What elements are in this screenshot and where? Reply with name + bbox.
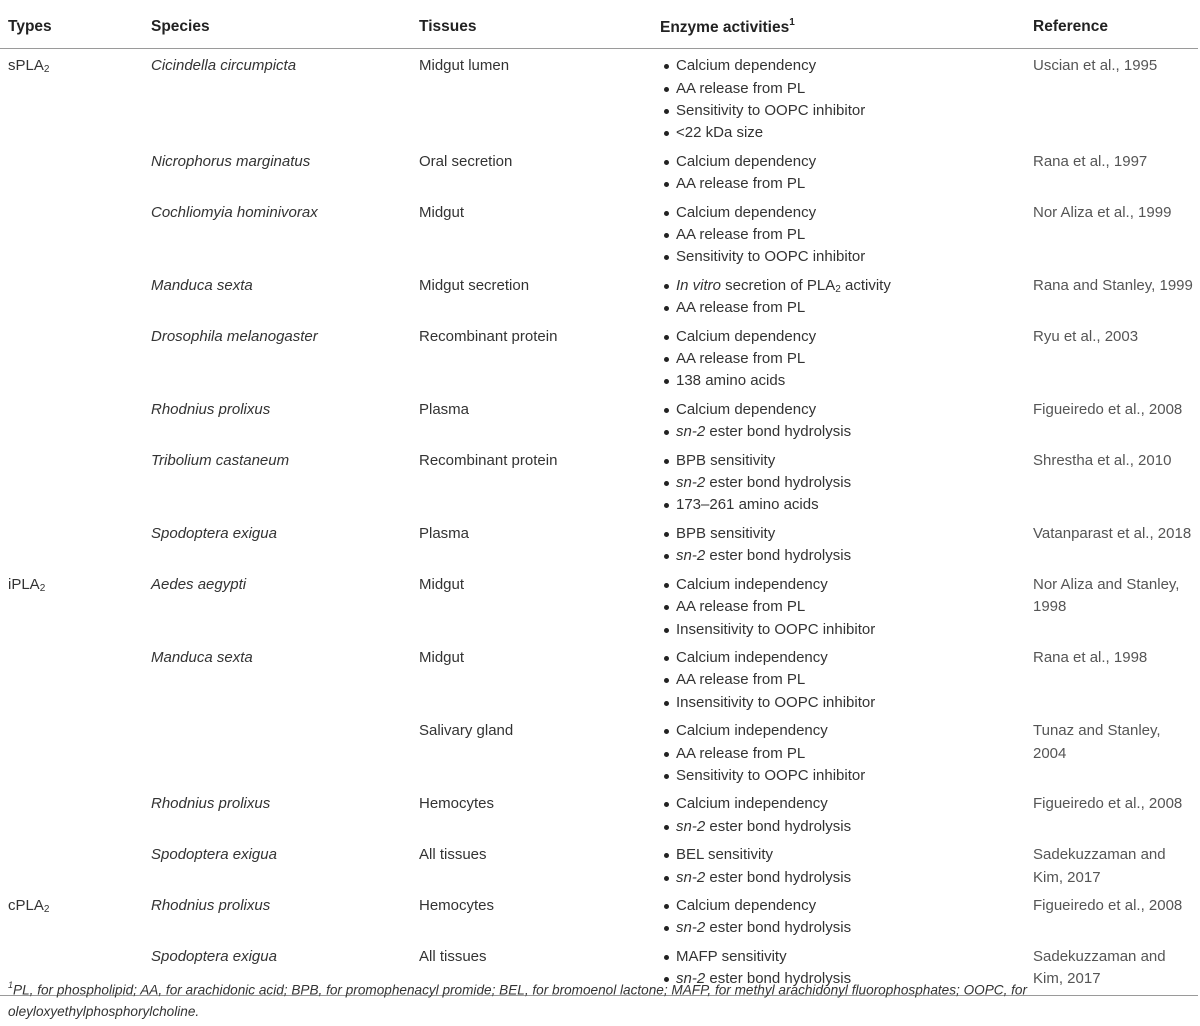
cell-tissue: Midgut secretion	[419, 276, 530, 294]
header-enzyme-activities	[652, 6, 1025, 49]
cell-species: Manduca sexta	[151, 276, 253, 294]
activity-item: Sensitivity to OOPC inhibitor	[664, 246, 1025, 268]
activity-item: sn-2 ester bond hydrolysis	[664, 867, 1025, 889]
cell-species: Manduca sexta	[151, 648, 253, 666]
cell-activities	[652, 568, 1025, 641]
cell-tissue: Midgut	[419, 648, 465, 666]
activity-item: 138 amino acids	[664, 370, 1025, 392]
cell-species: Rhodnius prolixus	[151, 896, 271, 914]
cell-type	[0, 269, 143, 320]
activity-list	[660, 793, 1025, 838]
table-row	[0, 641, 1198, 714]
cell-tissue: Midgut	[419, 203, 465, 221]
activity-item: BEL sensitivity	[664, 844, 1025, 866]
activity-item: BPB sensitivity	[664, 450, 1025, 472]
cell-species: Nicrophorus marginatus	[151, 152, 311, 170]
table-header	[0, 6, 1198, 49]
header-types: Types	[0, 6, 143, 49]
activity-list	[660, 574, 1025, 641]
cell-type	[0, 838, 143, 889]
activity-list	[660, 326, 1025, 393]
table-row	[0, 145, 1198, 196]
activity-list	[660, 151, 1025, 196]
activity-item: AA release from PL	[664, 297, 1025, 319]
cell-activities	[652, 517, 1025, 568]
activity-item: AA release from PL	[664, 743, 1025, 765]
table-footnote	[8, 976, 1194, 1022]
activity-item: MAFP sensitivity	[664, 946, 1025, 968]
activity-item: AA release from PL	[664, 348, 1025, 370]
activity-item: Calcium independency	[664, 720, 1025, 742]
type-subscript: 2	[43, 903, 50, 915]
cell-tissue: Recombinant protein	[419, 451, 558, 469]
cell-species: Rhodnius prolixus	[151, 400, 271, 418]
cell-type	[0, 568, 143, 641]
type-label: sPLA	[8, 57, 44, 75]
activity-item: AA release from PL	[664, 78, 1025, 100]
activity-list	[660, 55, 1025, 145]
cell-tissue: Hemocytes	[419, 896, 495, 914]
table-row	[0, 444, 1198, 517]
table-row	[0, 196, 1198, 269]
cell-tissue: Midgut	[419, 575, 465, 593]
activity-list	[660, 450, 1025, 517]
cell-activities	[652, 787, 1025, 838]
cell-activities	[652, 49, 1025, 145]
type-label: cPLA	[8, 896, 44, 914]
cell-type	[0, 889, 143, 940]
activity-item: Calcium dependency	[664, 399, 1025, 421]
activity-item: 173–261 amino acids	[664, 494, 1025, 516]
activity-list	[660, 399, 1025, 444]
activity-item: sn-2 ester bond hydrolysis	[664, 421, 1025, 443]
cell-reference: Rana and Stanley, 1999	[1033, 276, 1193, 294]
activity-list	[660, 523, 1025, 568]
header-species: Species	[143, 6, 411, 49]
activity-item: Sensitivity to OOPC inhibitor	[664, 765, 1025, 787]
activity-list	[660, 844, 1025, 889]
activity-item: AA release from PL	[664, 224, 1025, 246]
table-row	[0, 517, 1198, 568]
cell-type	[0, 320, 143, 393]
cell-type	[0, 444, 143, 517]
activity-list	[660, 895, 1025, 940]
cell-species	[143, 714, 411, 787]
cell-type	[0, 145, 143, 196]
activity-item: Calcium dependency	[664, 326, 1025, 348]
activity-item: Calcium dependency	[664, 202, 1025, 224]
cell-type	[0, 714, 143, 787]
cell-activities	[652, 641, 1025, 714]
activity-item: sn-2 ester bond hydrolysis	[664, 917, 1025, 939]
footnote-number: 1	[8, 980, 14, 990]
pla2-table	[0, 6, 1198, 996]
cell-activities	[652, 444, 1025, 517]
cell-reference: Figueiredo et al., 2008	[1033, 795, 1183, 813]
cell-activities	[652, 714, 1025, 787]
activity-item: sn-2 ester bond hydrolysis	[664, 816, 1025, 838]
footnote-marker: 1	[789, 17, 795, 28]
cell-activities	[652, 393, 1025, 444]
cell-reference: Sadekuzzaman and Kim, 2017	[1033, 846, 1166, 886]
table-row	[0, 269, 1198, 320]
header-reference: Reference	[1025, 6, 1198, 49]
header-activities-label: Enzyme activities	[660, 19, 790, 37]
activity-item: Insensitivity to OOPC inhibitor	[664, 692, 1025, 714]
cell-reference: Uscian et al., 1995	[1033, 57, 1158, 75]
cell-species: Spodoptera exigua	[151, 524, 277, 542]
activity-list	[660, 202, 1025, 269]
cell-species: Rhodnius prolixus	[151, 795, 271, 813]
cell-activities	[652, 889, 1025, 940]
cell-activities	[652, 196, 1025, 269]
cell-reference: Vatanparast et al., 2018	[1033, 524, 1192, 542]
cell-reference: Tunaz and Stanley, 2004	[1033, 722, 1161, 762]
activity-item: sn-2 ester bond hydrolysis	[664, 472, 1025, 494]
cell-tissue: Plasma	[419, 524, 470, 542]
activity-item: Sensitivity to OOPC inhibitor	[664, 100, 1025, 122]
cell-reference: Shrestha et al., 2010	[1033, 451, 1172, 469]
type-subscript: 2	[39, 582, 46, 594]
activity-item: Insensitivity to OOPC inhibitor	[664, 619, 1025, 641]
cell-species: Aedes aegypti	[151, 575, 247, 593]
cell-tissue: Hemocytes	[419, 795, 495, 813]
table-row	[0, 787, 1198, 838]
cell-reference: Rana et al., 1998	[1033, 648, 1148, 666]
table-row	[0, 838, 1198, 889]
activity-item: AA release from PL	[664, 596, 1025, 618]
cell-species: Tribolium castaneum	[151, 451, 290, 469]
cell-reference: Figueiredo et al., 2008	[1033, 896, 1183, 914]
table-row	[0, 320, 1198, 393]
activity-item: sn-2 ester bond hydrolysis	[664, 968, 1025, 990]
cell-tissue: All tissues	[419, 846, 487, 864]
cell-type	[0, 517, 143, 568]
cell-reference: Rana et al., 1997	[1033, 152, 1148, 170]
cell-reference: Ryu et al., 2003	[1033, 327, 1139, 345]
cell-activities	[652, 269, 1025, 320]
table-row	[0, 714, 1198, 787]
activity-list	[660, 720, 1025, 787]
table-row	[0, 49, 1198, 145]
cell-type	[0, 49, 143, 145]
table-body	[0, 49, 1198, 995]
activity-item: In vitro secretion of $PLA_2$ activity	[664, 275, 1025, 297]
activity-item: Calcium independency	[664, 793, 1025, 815]
activity-item: sn-2 ester bond hydrolysis	[664, 545, 1025, 567]
cell-reference: Sadekuzzaman and Kim, 2017	[1025, 940, 1198, 995]
activity-item: BPB sensitivity	[664, 523, 1025, 545]
cell-species: Cochliomyia hominivorax	[151, 203, 318, 221]
cell-activities	[652, 838, 1025, 889]
type-label: iPLA	[8, 575, 40, 593]
cell-type	[0, 196, 143, 269]
cell-species: Spodoptera exigua	[143, 940, 411, 995]
cell-species: Cicindella circumpicta	[151, 57, 297, 75]
table-row	[0, 393, 1198, 444]
cell-activities	[652, 320, 1025, 393]
cell-species: Drosophila melanogaster	[151, 327, 318, 345]
cell-tissue: All tissues	[411, 940, 652, 995]
type-subscript: 2	[43, 64, 50, 76]
cell-species: Spodoptera exigua	[151, 846, 277, 864]
activity-list	[660, 275, 1025, 320]
table-row	[0, 568, 1198, 641]
activity-item: AA release from PL	[664, 173, 1025, 195]
activity-item: Calcium dependency	[664, 55, 1025, 77]
activity-item: Calcium dependency	[664, 151, 1025, 173]
cell-type	[0, 393, 143, 444]
cell-tissue: Midgut lumen	[419, 57, 510, 75]
cell-reference: Nor Aliza et al., 1999	[1033, 203, 1172, 221]
activity-item: <22 kDa size	[664, 122, 1025, 144]
cell-activities	[652, 145, 1025, 196]
cell-reference: Figueiredo et al., 2008	[1033, 400, 1183, 418]
activity-item: AA release from PL	[664, 669, 1025, 691]
header-tissues: Tissues	[411, 6, 652, 49]
cell-type	[0, 641, 143, 714]
cell-tissue: Plasma	[419, 400, 470, 418]
activity-item: Calcium dependency	[664, 895, 1025, 917]
table-row	[0, 889, 1198, 940]
activity-item: Calcium independency	[664, 574, 1025, 596]
cell-type	[0, 787, 143, 838]
activity-item: Calcium independency	[664, 647, 1025, 669]
cell-reference: Nor Aliza and Stanley, 1998	[1033, 575, 1180, 616]
cell-tissue: Oral secretion	[419, 152, 513, 170]
footnote-text: PL, for phospholipid; AA, for arachidonic acid; BPB, for promophenacyl promide; BEL, for bromoenol lactone; MAFP, for methyl arachidonyl fluorophosphates; OOPC, for oleyloxyethylphosphorylcholine.	[8, 982, 1028, 1019]
cell-tissue: Salivary gland	[419, 722, 514, 740]
activity-list	[660, 647, 1025, 714]
cell-tissue: Recombinant protein	[419, 327, 558, 345]
